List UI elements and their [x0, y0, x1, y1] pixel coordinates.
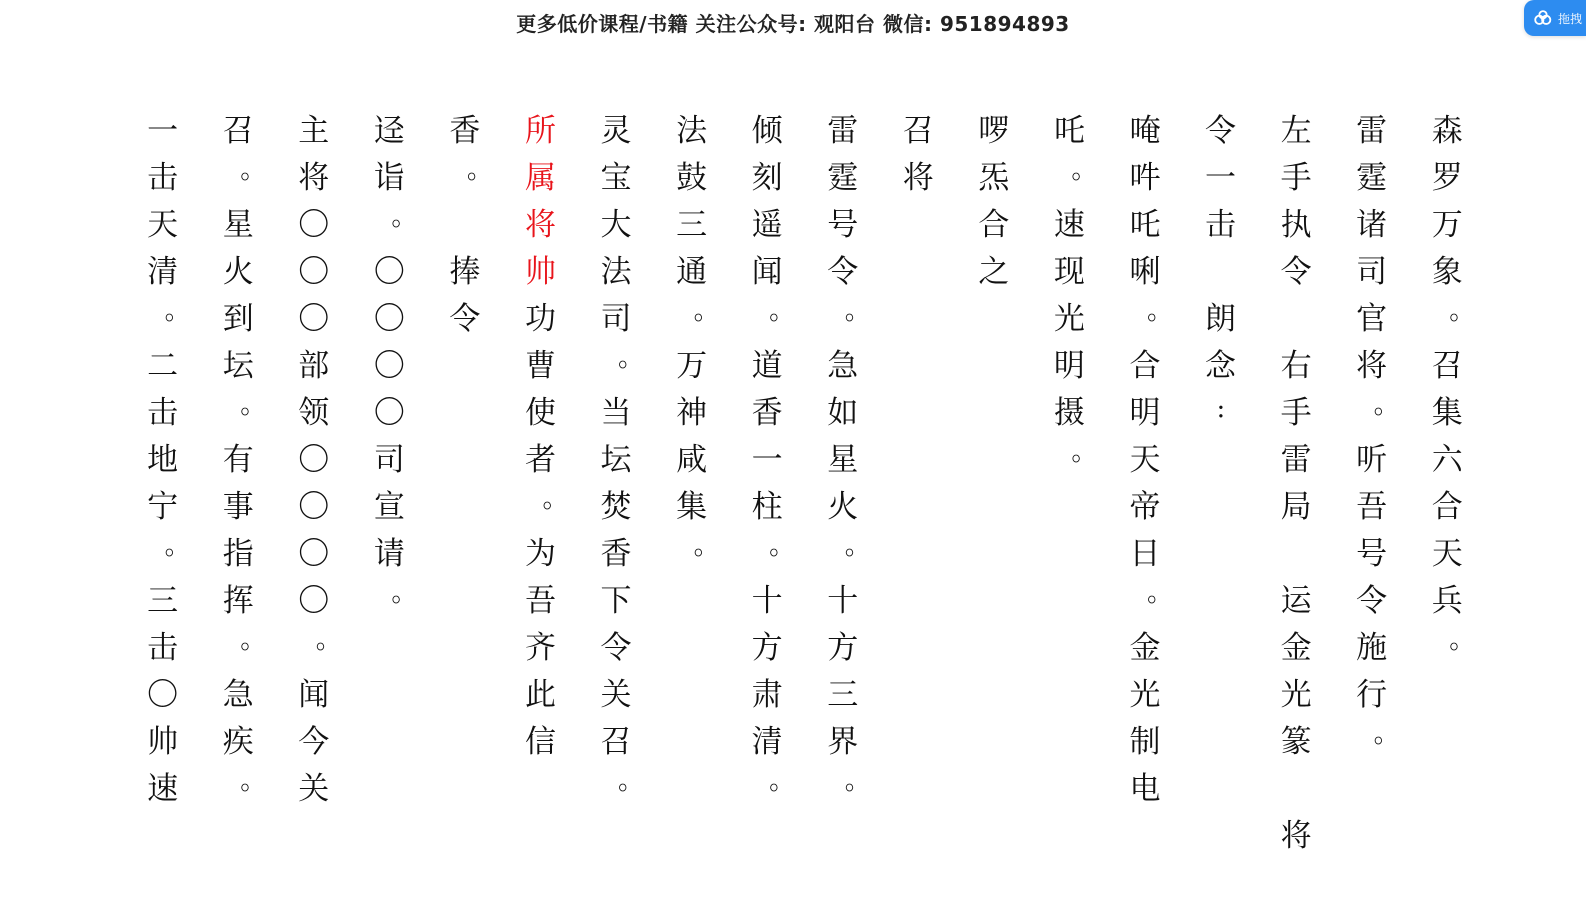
text-char: 运	[1280, 583, 1312, 619]
text-char: 。	[844, 766, 871, 796]
text-char: 。	[1449, 296, 1476, 326]
text-char: 帝	[1129, 489, 1161, 525]
text-char: 。	[769, 531, 796, 561]
text-char: 诸	[1356, 207, 1388, 243]
text-char: 星	[222, 207, 254, 243]
text-char: 令	[827, 254, 859, 290]
text-char: 。	[693, 296, 720, 326]
text-char: 三	[676, 207, 708, 243]
text-char: 香	[600, 536, 632, 572]
text-char: 帅	[147, 724, 179, 760]
text-char: 信	[524, 724, 556, 760]
text-char: 明	[1129, 395, 1161, 431]
text-char: 速	[147, 771, 179, 807]
text-char: 击	[1205, 207, 1237, 243]
text-char: 〇	[373, 395, 405, 431]
text-char: 。	[1071, 155, 1098, 185]
text-char: 金	[1129, 630, 1161, 666]
text-char: 召	[222, 113, 254, 149]
text-char	[445, 202, 485, 249]
text-char	[1201, 249, 1241, 296]
text-char: 。	[1449, 625, 1476, 655]
text-char: 灵	[600, 113, 632, 149]
text-char: 闻	[751, 254, 783, 290]
text-char: 令	[1205, 113, 1237, 149]
text-char: 电	[1129, 771, 1161, 807]
text-char: 合	[978, 207, 1010, 243]
text-char: 〇	[298, 254, 330, 290]
text-char	[1276, 531, 1316, 578]
text-char: 地	[147, 442, 179, 478]
text-column	[427, 108, 503, 828]
text-char: 。	[769, 766, 796, 796]
text-char: 下	[600, 583, 632, 619]
text-char: 司	[1356, 254, 1388, 290]
text-char: 宁	[147, 489, 179, 525]
text-char: 诣	[373, 160, 405, 196]
text-char: 听	[1356, 442, 1388, 478]
text-char: 象	[1431, 254, 1463, 290]
text-char: 司	[373, 442, 405, 478]
text-char: 。	[466, 155, 493, 185]
text-column	[881, 108, 957, 828]
text-char: 今	[298, 724, 330, 760]
text-char: 十	[751, 583, 783, 619]
text-char: 合	[1431, 489, 1463, 525]
text-char: :	[1216, 394, 1226, 424]
text-char: 火	[827, 489, 859, 525]
text-column	[352, 108, 428, 828]
text-column	[1258, 108, 1334, 854]
text-char: 号	[1356, 536, 1388, 572]
text-column	[1334, 108, 1410, 828]
text-char: 。	[1146, 578, 1173, 608]
text-char: 。	[164, 531, 191, 561]
text-char: 现	[1053, 254, 1085, 290]
text-char: 属	[524, 160, 556, 196]
text-char: 令	[1280, 254, 1312, 290]
text-char: 。	[693, 531, 720, 561]
text-column	[805, 108, 881, 828]
text-char: 方	[751, 630, 783, 666]
text-char: 咸	[676, 442, 708, 478]
text-column	[276, 108, 352, 828]
text-char: 霆	[1356, 160, 1388, 196]
floating-drag-widget[interactable]	[1524, 0, 1586, 36]
text-char: 吾	[1356, 489, 1388, 525]
text-char: 。	[240, 766, 267, 796]
text-char: 左	[1280, 113, 1312, 149]
text-column	[956, 108, 1032, 828]
text-char: 急	[222, 677, 254, 713]
text-char: 方	[827, 630, 859, 666]
text-char: 将	[524, 207, 556, 243]
text-char: 六	[1431, 442, 1463, 478]
text-char: 香	[751, 395, 783, 431]
text-char: 令	[449, 301, 481, 337]
text-char	[1276, 766, 1316, 813]
text-char: 遥	[751, 207, 783, 243]
text-char: 天	[1431, 536, 1463, 572]
cloud-icon	[1532, 7, 1554, 29]
text-char: 当	[600, 395, 632, 431]
text-char: 。	[618, 343, 645, 373]
text-char: 击	[147, 160, 179, 196]
text-char: 帅	[524, 254, 556, 290]
text-char: 速	[1053, 207, 1085, 243]
text-char: 官	[1356, 301, 1388, 337]
text-char: 右	[1280, 348, 1312, 384]
text-char: 通	[676, 254, 708, 290]
text-char: 吒	[1129, 207, 1161, 243]
text-char: 。	[164, 296, 191, 326]
text-char: 摄	[1053, 395, 1085, 431]
text-char: 。	[1146, 296, 1173, 326]
text-char: 。	[1071, 437, 1098, 467]
text-column	[503, 108, 579, 828]
text-column	[1032, 108, 1108, 828]
text-char: 请	[373, 536, 405, 572]
text-column	[654, 108, 730, 828]
text-column	[125, 108, 201, 828]
text-char: 为	[524, 536, 556, 572]
page-header: 更多低价课程/书籍 关注公众号: 观阳台 微信: 951894893	[516, 12, 1070, 36]
text-char: 〇	[373, 348, 405, 384]
text-char: 到	[222, 301, 254, 337]
text-char: 齐	[524, 630, 556, 666]
text-char: 主	[298, 113, 330, 149]
text-char: 天	[147, 207, 179, 243]
text-char: 。	[391, 578, 418, 608]
text-char	[1276, 296, 1316, 343]
text-char: 号	[827, 207, 859, 243]
text-char: 界	[827, 724, 859, 760]
text-char: 功	[524, 301, 556, 337]
text-char: 光	[1053, 301, 1085, 337]
text-char: 。	[240, 155, 267, 185]
text-char: 闻	[298, 677, 330, 713]
text-char: 〇	[298, 536, 330, 572]
text-char: 将	[298, 160, 330, 196]
text-char: 万	[676, 348, 708, 384]
text-char: 。	[391, 202, 418, 232]
text-char: 〇	[373, 254, 405, 290]
text-char: 香	[449, 113, 481, 149]
text-char: 。	[844, 296, 871, 326]
text-char: 二	[147, 348, 179, 384]
text-char: 森	[1431, 113, 1463, 149]
text-char: 之	[978, 254, 1010, 290]
text-column	[1183, 108, 1259, 828]
text-char: 道	[751, 348, 783, 384]
text-char: 关	[298, 771, 330, 807]
text-char: 刻	[751, 160, 783, 196]
text-char: 。	[618, 766, 645, 796]
text-char: 雷	[1356, 113, 1388, 149]
text-char: 天	[1129, 442, 1161, 478]
text-char: 〇	[298, 301, 330, 337]
text-char: 兵	[1431, 583, 1463, 619]
text-char: 将	[1356, 348, 1388, 384]
text-char: 鼓	[676, 160, 708, 196]
text-char: 肃	[751, 677, 783, 713]
text-column	[1107, 108, 1183, 828]
text-char: 召	[902, 113, 934, 149]
text-char: 〇	[373, 301, 405, 337]
text-char: 召	[600, 724, 632, 760]
text-char: 霆	[827, 160, 859, 196]
text-char: 挥	[222, 583, 254, 619]
text-char: 〇	[298, 583, 330, 619]
text-char: 念	[1205, 348, 1237, 384]
text-char: 令	[600, 630, 632, 666]
text-char: 雷	[827, 113, 859, 149]
text-char: 吽	[1129, 160, 1161, 196]
text-char: 〇	[147, 677, 179, 713]
text-char: 万	[1431, 207, 1463, 243]
text-char: 吾	[524, 583, 556, 619]
text-char: 日	[1129, 536, 1161, 572]
text-char: 一	[1205, 160, 1237, 196]
text-char: 召	[1431, 348, 1463, 384]
text-char: 将	[1280, 818, 1312, 854]
text-char: 。	[844, 531, 871, 561]
text-char: 司	[600, 301, 632, 337]
text-char: 金	[1280, 630, 1312, 666]
text-char: 火	[222, 254, 254, 290]
text-char: 此	[524, 677, 556, 713]
text-char: 击	[147, 395, 179, 431]
text-char: 法	[676, 113, 708, 149]
text-char: 朗	[1205, 301, 1237, 337]
text-char: 雷	[1280, 442, 1312, 478]
text-char: 。	[240, 390, 267, 420]
text-char: 急	[827, 348, 859, 384]
text-char: 手	[1280, 160, 1312, 196]
text-char: 倾	[751, 113, 783, 149]
text-char: 清	[751, 724, 783, 760]
text-char: 一	[147, 113, 179, 149]
text-char: 宝	[600, 160, 632, 196]
text-char: 执	[1280, 207, 1312, 243]
text-char: 炁	[978, 160, 1010, 196]
text-char: 一	[751, 442, 783, 478]
text-column	[729, 108, 805, 828]
text-column	[200, 108, 276, 828]
text-char: 坛	[222, 348, 254, 384]
text-char: 行	[1356, 677, 1388, 713]
text-char: 宣	[373, 489, 405, 525]
text-char: 关	[600, 677, 632, 713]
text-char: 使	[524, 395, 556, 431]
text-char: 曹	[524, 348, 556, 384]
text-column	[578, 108, 654, 828]
text-char: 令	[1356, 583, 1388, 619]
vertical-text-body	[125, 108, 1485, 854]
text-char: 〇	[298, 489, 330, 525]
text-char: 光	[1280, 677, 1312, 713]
text-char: 如	[827, 395, 859, 431]
text-char: 法	[600, 254, 632, 290]
text-char: 领	[298, 395, 330, 431]
text-char: 者	[524, 442, 556, 478]
text-char: 疾	[222, 724, 254, 760]
text-char: 唵	[1129, 113, 1161, 149]
text-char: 星	[827, 442, 859, 478]
text-char: 明	[1053, 348, 1085, 384]
text-char: 将	[902, 160, 934, 196]
text-char: 焚	[600, 489, 632, 525]
text-char: 啰	[978, 113, 1010, 149]
text-char: 大	[600, 207, 632, 243]
text-char: 制	[1129, 724, 1161, 760]
text-char: 唎	[1129, 254, 1161, 290]
text-char: 罗	[1431, 160, 1463, 196]
text-char: 。	[769, 296, 796, 326]
text-char: 集	[1431, 395, 1463, 431]
text-char: 手	[1280, 395, 1312, 431]
text-char: 〇	[298, 207, 330, 243]
text-char: 集	[676, 489, 708, 525]
text-column	[1409, 108, 1485, 828]
text-char: 施	[1356, 630, 1388, 666]
text-char: 十	[827, 583, 859, 619]
text-char: 。	[315, 625, 342, 655]
text-char: 指	[222, 536, 254, 572]
text-char: 。	[1373, 719, 1400, 749]
text-char: 合	[1129, 348, 1161, 384]
text-char: 所	[524, 113, 556, 149]
text-char: 击	[147, 630, 179, 666]
text-char: 光	[1129, 677, 1161, 713]
text-char: 迳	[373, 113, 405, 149]
text-char: 。	[1373, 390, 1400, 420]
text-char: 部	[298, 348, 330, 384]
text-char: 局	[1280, 489, 1312, 525]
text-char: 坛	[600, 442, 632, 478]
text-char: 篆	[1280, 724, 1312, 760]
text-char: 。	[240, 625, 267, 655]
text-char: 事	[222, 489, 254, 525]
text-char: 三	[827, 677, 859, 713]
text-char: 。	[542, 484, 569, 514]
text-char: 清	[147, 254, 179, 290]
text-char: 柱	[751, 489, 783, 525]
text-char: 〇	[298, 442, 330, 478]
text-char: 神	[676, 395, 708, 431]
text-char: 有	[222, 442, 254, 478]
text-char: 捧	[449, 254, 481, 290]
widget-label: 拖拽	[1558, 11, 1583, 26]
text-char: 吒	[1053, 113, 1085, 149]
text-char: 三	[147, 583, 179, 619]
